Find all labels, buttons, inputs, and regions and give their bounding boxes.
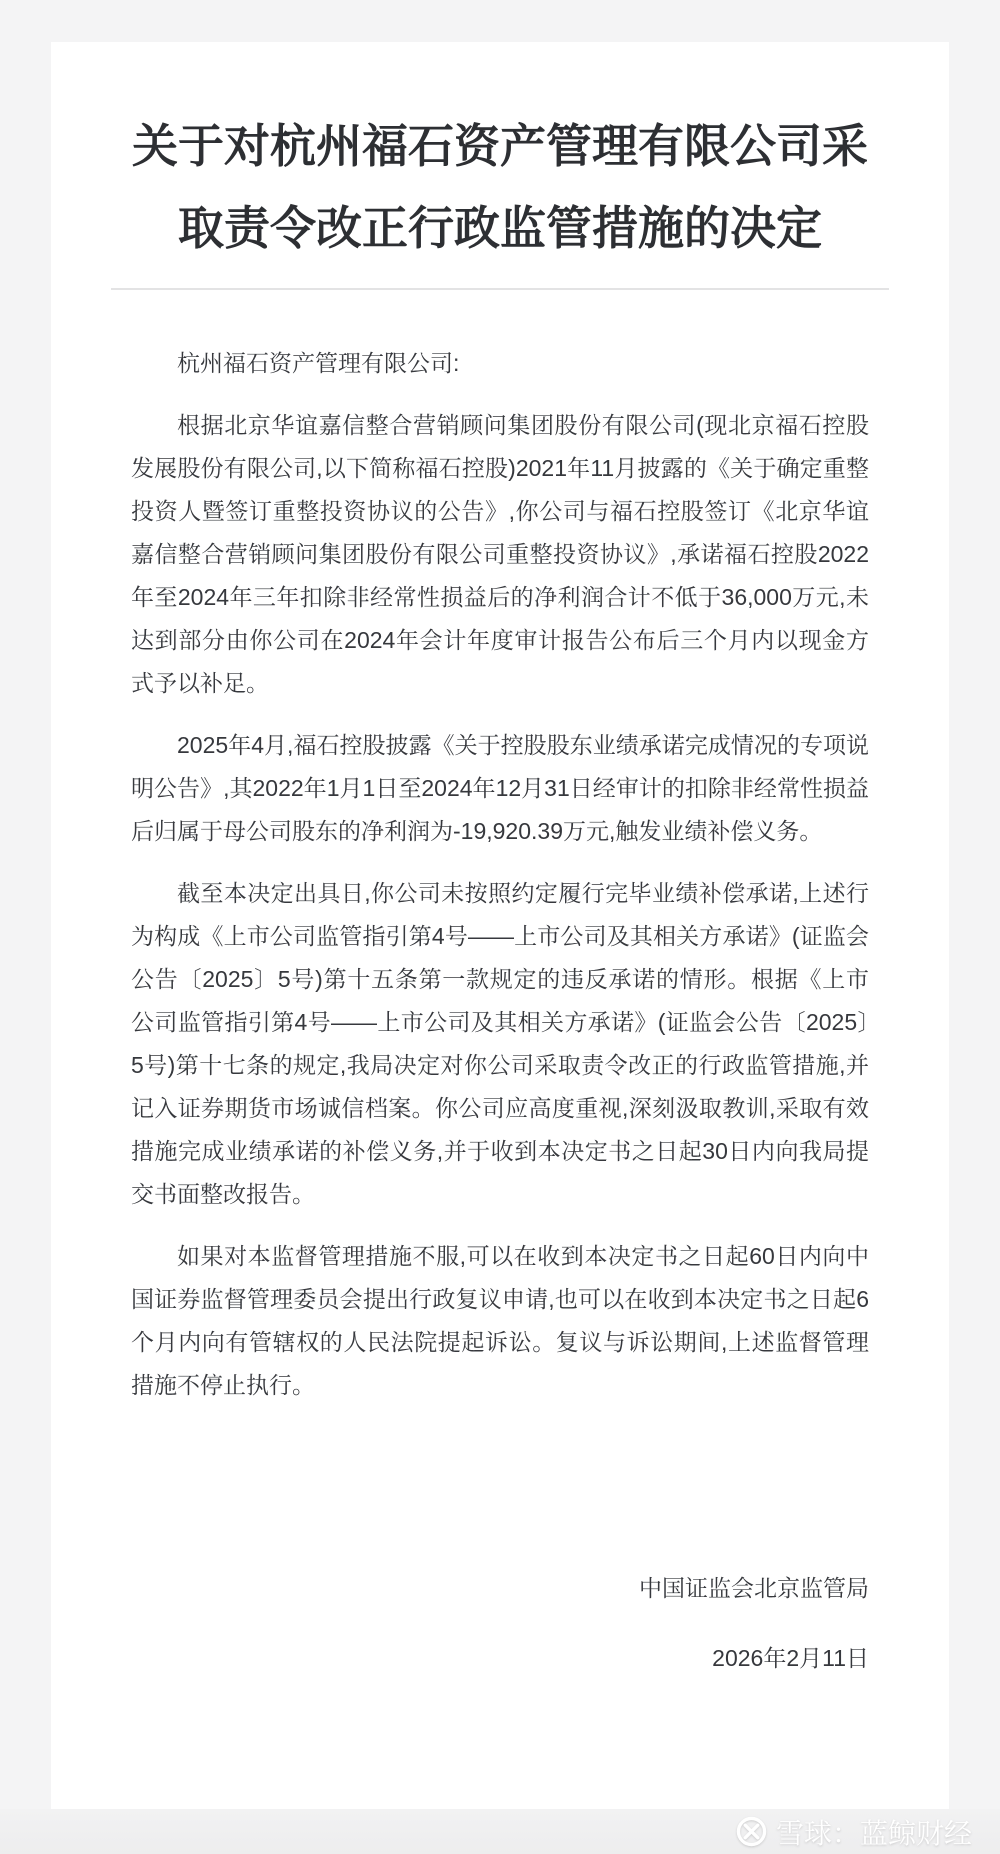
footer-band [0, 1809, 1000, 1854]
body-paragraph: 2025年4月,福石控股披露《关于控股股东业绩承诺完成情况的专项说明公告》,其2022年1月1日至2024年12月31日经审计的扣除非经常性损益后归属于母公司股东的净利润为-19,920.39万元,触发业绩补偿义务。 [131, 732, 869, 844]
salutation-line: 杭州福石资产管理有限公司: [177, 350, 460, 376]
body-paragraph: 根据北京华谊嘉信整合营销顾问集团股份有限公司(现北京福石控股发展股份有限公司,以下简称福石控股)2021年11月披露的《关于确定重整投资人暨签订重整投资协议的公告》,你公司与福石控股签订《北京华谊嘉信整合营销顾问集团股份有限公司重整投资协议》,承诺福石控股2022年至2024年三年扣除非经常性损益后的净利润合计不低于36,000万元,未达到部分由你公司在2024年会计年度审计报告公布后三个月内以现金方式予以补足。 [131, 412, 869, 696]
document-card [51, 42, 949, 1809]
body-paragraph: 如果对本监督管理措施不服,可以在收到本决定书之日起60日内向中国证券监督管理委员会提出行政复议申请,也可以在收到本决定书之日起6个月内向有管辖权的人民法院提起诉讼。复议与诉讼期间,上述监督管理措施不停止执行。 [131, 1243, 869, 1398]
xueqiu-logo-icon [736, 1816, 767, 1847]
document-title: 关于对杭州福石资产管理有限公司采取责令改正行政监管措施的决定 [132, 120, 868, 254]
body-paragraph: 截至本决定出具日,你公司未按照约定履行完毕业绩补偿承诺,上述行为构成《上市公司监管指引第4号——上市公司及其相关方承诺》(证监会公告〔2025〕5号)第十五条第一款规定的违反承诺的情形。根据《上市公司监管指引第4号——上市公司及其相关方承诺》(证监会公告〔2025〕5号)第十七条的规定,我局决定对你公司采取责令改正的行政监管措施,并记入证券期货市场诚信档案。你公司应高度重视,深刻汲取教训,采取有效措施完成业绩承诺的补偿义务,并于收到本决定书之日起30日内向我局提交书面整改报告。 [131, 880, 869, 1207]
document-body [131, 342, 869, 1407]
issuing-authority: 中国证监会北京监管局 [639, 1575, 869, 1601]
watermark-text: 雪球：蓝鲸财经 [775, 1817, 972, 1849]
title-divider [111, 288, 889, 290]
source-watermark [736, 1812, 972, 1852]
document-date: 2026年2月11日 [712, 1645, 869, 1671]
signature-block [131, 1567, 869, 1680]
